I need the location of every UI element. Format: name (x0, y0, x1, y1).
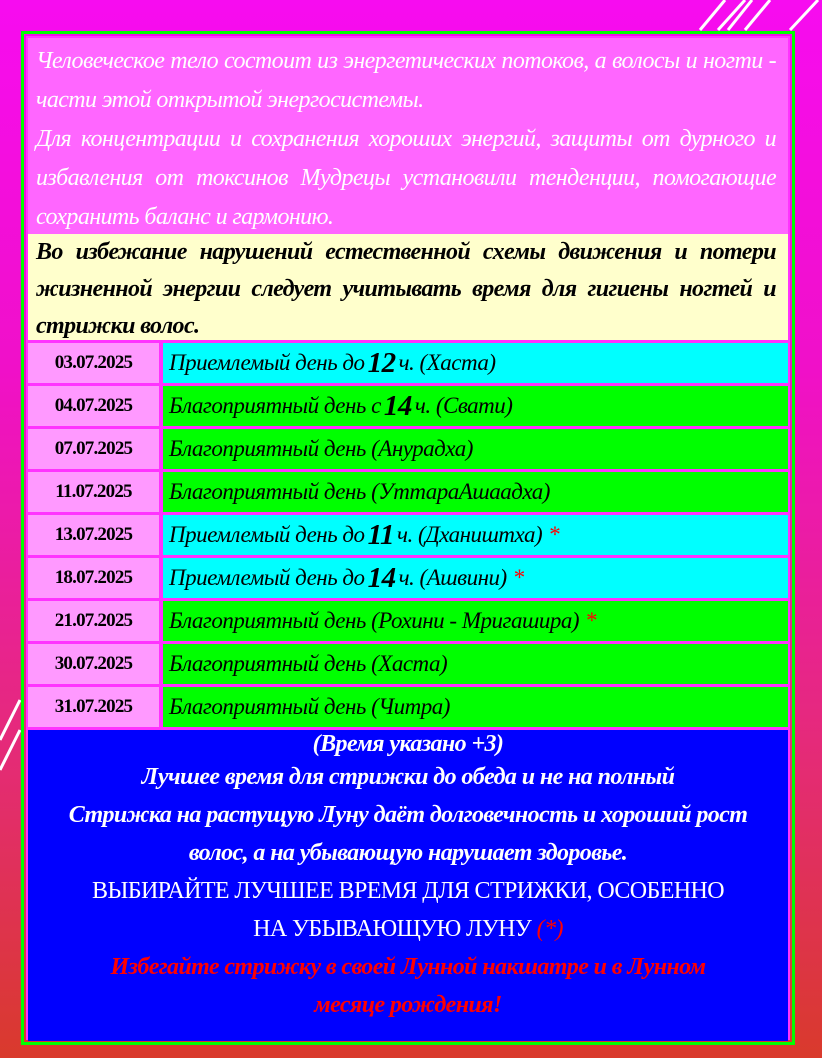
note-line-2: Стрижка на растущую Луну даёт долговечность и хороший рост волос, а на убывающую нарушает здоровье. (68, 802, 748, 866)
day-type: Приемлемый день до (169, 350, 365, 375)
date-cell: 07.07.2025 (28, 429, 159, 469)
day-type: Приемлемый день до (169, 522, 365, 547)
description-cell (163, 644, 788, 684)
nakshatra: (УттараАшаадха) (371, 479, 550, 504)
hour-suffix: ч. (396, 522, 413, 547)
calendar-table (28, 343, 788, 727)
warning-section: Во избежание нарушений естественной схемы движения и потери жизненной энергии следует учитывать время для гигиены ногтей и стрижки волос. (28, 234, 788, 340)
day-type: Благоприятный день (169, 479, 366, 504)
nakshatra: (Читра) (371, 694, 450, 719)
nakshatra: (Хаста) (371, 651, 448, 676)
date-cell: 30.07.2025 (28, 644, 159, 684)
asterisk: * (548, 522, 560, 547)
date-cell: 31.07.2025 (28, 687, 159, 727)
nakshatra: (Дхаништха) (417, 522, 543, 547)
description-cell (163, 343, 788, 383)
description-cell (163, 429, 788, 469)
table-row (28, 601, 788, 641)
table-row (28, 386, 788, 426)
table-row (28, 515, 788, 555)
red-warning: Избегайте стрижку в своей Лунной накшатре и в Лунном месяце рождения! (110, 954, 706, 1018)
day-type: Благоприятный день с (169, 393, 381, 418)
hour-suffix: ч. (398, 350, 415, 375)
hour: 14 (383, 389, 412, 422)
description-cell (163, 472, 788, 512)
caps-star: (*) (536, 916, 563, 942)
caps-text: ВЫБИРАЙТЕ ЛУЧШЕЕ ВРЕМЯ ДЛЯ СТРИЖКИ, ОСОБЕННО НА УБЫВАЮЩУЮ ЛУНУ (92, 878, 724, 942)
date-cell: 13.07.2025 (28, 515, 159, 555)
description-cell (163, 687, 788, 727)
nakshatra: (Свати) (435, 393, 513, 418)
content-frame (21, 31, 795, 1045)
hour-suffix: ч. (398, 565, 415, 590)
hour: 11 (367, 518, 394, 551)
date-cell: 04.07.2025 (28, 386, 159, 426)
intro-paragraph-1: Человеческое тело состоит из энергетических потоков, а волосы и ногти - части этой открытой энергосистемы. (36, 48, 776, 113)
day-type: Приемлемый день до (169, 565, 365, 590)
intro-section (28, 38, 788, 234)
notes-section (28, 730, 788, 1041)
table-row (28, 558, 788, 598)
table-row (28, 687, 788, 727)
day-type: Благоприятный день (169, 436, 366, 461)
asterisk: * (585, 608, 596, 633)
day-type: Благоприятный день (169, 694, 366, 719)
time-note: (Время указано +3) (312, 731, 504, 757)
day-type: Благоприятный день (169, 651, 366, 676)
table-row (28, 429, 788, 469)
table-row (28, 472, 788, 512)
hour: 14 (367, 561, 396, 594)
hour-suffix: ч. (414, 393, 431, 418)
day-type: Благоприятный день (169, 608, 366, 633)
table-row (28, 644, 788, 684)
date-cell: 18.07.2025 (28, 558, 159, 598)
nakshatra: (Ашвини) (419, 565, 507, 590)
note-line-1: Лучшее время для стрижки до обеда и не на полный (141, 764, 675, 790)
date-cell: 11.07.2025 (28, 472, 159, 512)
description-cell (163, 386, 788, 426)
nakshatra: (Хаста) (419, 350, 496, 375)
hour: 12 (367, 346, 396, 379)
table-row (28, 343, 788, 383)
description-cell (163, 558, 788, 598)
asterisk: * (512, 565, 524, 590)
date-cell: 03.07.2025 (28, 343, 159, 383)
caps-note (28, 872, 788, 948)
intro-paragraph-2: Для концентрации и сохранения хороших энергий, защиты от дурного и избавления от токсинов Мудрецы установили тенденции, помогающие сохранить баланс и гармонию. (36, 126, 776, 230)
date-cell: 21.07.2025 (28, 601, 159, 641)
nakshatra: (Анурадха) (371, 436, 473, 461)
description-cell (163, 601, 788, 641)
nakshatra: (Рохини - Мригашира) (371, 608, 579, 633)
description-cell (163, 515, 788, 555)
